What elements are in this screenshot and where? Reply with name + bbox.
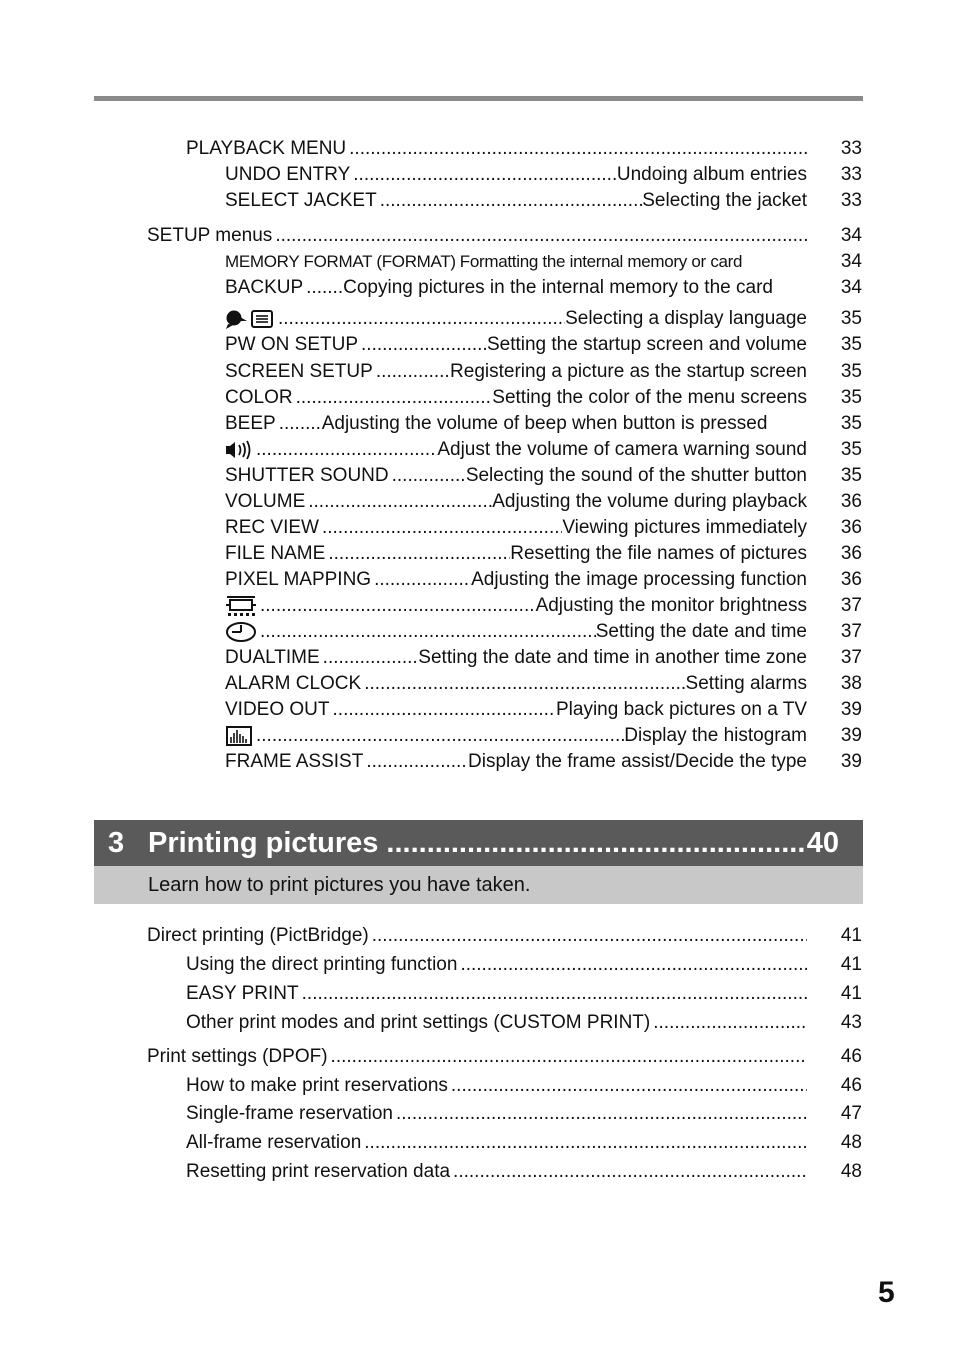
- leader-dots: [393, 1101, 807, 1127]
- toc-page: 37: [840, 595, 862, 616]
- leader-dots: [299, 981, 807, 1007]
- toc-entry-direct-printing[interactable]: [147, 923, 807, 949]
- toc-page: 36: [840, 491, 862, 512]
- language-icon: [225, 306, 275, 332]
- toc-entry-frame-assist[interactable]: [225, 749, 807, 775]
- toc-page: 36: [840, 569, 862, 590]
- toc-label: DUALTIME: [225, 647, 320, 668]
- toc-desc: Selecting the jacket: [642, 190, 807, 211]
- toc-entry-screen-setup[interactable]: [225, 359, 807, 385]
- toc-label: BEEP: [225, 413, 276, 434]
- speaker-icon: [225, 437, 253, 463]
- toc-desc: Setting the startup screen and volume: [486, 334, 807, 355]
- toc-label: SCREEN SETUP: [225, 361, 373, 382]
- toc-label: REC VIEW: [225, 517, 319, 538]
- toc-page: 47: [840, 1103, 862, 1124]
- leader-dots: [319, 515, 562, 541]
- toc-entry-print-settings[interactable]: [147, 1044, 807, 1070]
- toc-label: Print settings (DPOF): [147, 1046, 328, 1067]
- toc-page: 35: [840, 465, 862, 486]
- toc-label: SETUP menus: [147, 225, 273, 246]
- toc-entry-monitor-brightness[interactable]: [225, 593, 807, 619]
- toc-label: PW ON SETUP: [225, 334, 359, 355]
- toc-desc: Setting the date and time: [595, 621, 807, 642]
- toc-page: 33: [840, 164, 862, 185]
- toc-entry-undo-entry[interactable]: [225, 162, 807, 188]
- leader-dots: [378, 820, 806, 866]
- toc-entry-alarm-clock[interactable]: [225, 671, 807, 697]
- toc-label: PIXEL MAPPING: [225, 569, 372, 590]
- toc-entry-volume[interactable]: [225, 489, 807, 515]
- toc-desc: Adjusting the volume during playback: [492, 491, 807, 512]
- toc-entry-easy-print[interactable]: [186, 981, 807, 1007]
- leader-dots: [253, 437, 437, 463]
- toc-entry-language[interactable]: [225, 306, 807, 332]
- leader-dots: [303, 275, 343, 301]
- toc-page: 39: [840, 725, 862, 746]
- toc-page: 39: [840, 751, 862, 772]
- toc-desc: Adjust the volume of camera warning sound: [437, 439, 807, 460]
- leader-dots: [350, 162, 617, 188]
- toc-desc: Display the frame assist/Decide the type: [468, 751, 807, 772]
- toc-page: 36: [840, 517, 862, 538]
- toc-entry-dualtime[interactable]: [225, 645, 807, 671]
- toc-page: 35: [840, 439, 862, 460]
- toc-label: FILE NAME: [225, 543, 326, 564]
- toc-page: 41: [840, 983, 862, 1004]
- leader-dots: [305, 489, 492, 515]
- leader-dots: [358, 332, 487, 358]
- toc-label: VIDEO OUT: [225, 699, 330, 720]
- toc-desc: Playing back pictures on a TV: [555, 699, 807, 720]
- toc-label: ALARM CLOCK: [225, 673, 362, 694]
- top-rule: [94, 96, 863, 101]
- toc-entry-memory-format[interactable]: [225, 249, 807, 275]
- toc-page: 35: [840, 308, 862, 329]
- toc-page: 48: [840, 1132, 862, 1153]
- toc-label: Resetting print reservation data: [186, 1161, 451, 1182]
- toc-entry-playback-menu[interactable]: [186, 136, 807, 162]
- toc-page: 43: [840, 1012, 862, 1033]
- leader-dots: [275, 306, 565, 332]
- toc-desc: Adjusting the monitor brightness: [535, 595, 807, 616]
- toc-label: SHUTTER SOUND: [225, 465, 389, 486]
- leader-dots: [320, 645, 419, 671]
- toc-desc: Selecting a display language: [565, 308, 807, 329]
- monitor-brightness-icon: [225, 593, 257, 619]
- leader-dots: [330, 697, 556, 723]
- toc-label: How to make print reservations: [186, 1075, 448, 1096]
- leader-dots: [369, 923, 807, 949]
- toc-label: VOLUME: [225, 491, 306, 512]
- toc-label: Other print modes and print settings (CUSTOM PRINT): [186, 1012, 651, 1033]
- leader-dots: [457, 952, 807, 978]
- toc-desc: Copying pictures in the internal memory to the card: [343, 277, 773, 298]
- toc-entry-single-frame[interactable]: [186, 1101, 807, 1127]
- toc-label: Direct printing (PictBridge): [147, 925, 369, 946]
- toc-page: 35: [840, 361, 862, 382]
- histogram-icon: [225, 723, 253, 749]
- toc-entry-color[interactable]: [225, 385, 807, 411]
- toc-page: 41: [840, 954, 862, 975]
- toc-entry-file-name[interactable]: [225, 541, 807, 567]
- toc-label: BACKUP: [225, 277, 304, 298]
- clock-icon: [225, 619, 257, 645]
- toc-page: 36: [840, 543, 862, 564]
- toc-entry-other-modes[interactable]: [186, 1010, 807, 1036]
- leader-dots: [253, 723, 624, 749]
- toc-entry-backup[interactable]: [225, 275, 807, 301]
- toc-entry-pixel-mapping[interactable]: [225, 567, 807, 593]
- toc-entry-beep[interactable]: [225, 411, 807, 437]
- toc-entry-resetting[interactable]: [186, 1159, 807, 1185]
- leader-dots: [650, 1010, 807, 1036]
- toc-entry-how-to-reserve[interactable]: [186, 1073, 807, 1099]
- toc-entry-date-time[interactable]: [225, 619, 807, 645]
- toc-entry-all-frame[interactable]: [186, 1130, 807, 1156]
- toc-page: 48: [840, 1161, 862, 1182]
- leader-dots: [450, 1159, 807, 1185]
- toc-page: 46: [840, 1046, 862, 1067]
- toc-label: COLOR: [225, 387, 293, 408]
- toc-label: UNDO ENTRY: [225, 164, 351, 185]
- toc-desc: Resetting the file names of pictures: [510, 543, 807, 564]
- leader-dots: [257, 619, 596, 645]
- toc-page: 35: [840, 413, 862, 434]
- toc-entry-pw-on-setup[interactable]: [225, 332, 807, 358]
- toc-entry-setup-menus[interactable]: [147, 223, 807, 249]
- leader-dots: [389, 463, 466, 489]
- toc-entry-select-jacket[interactable]: [225, 188, 807, 214]
- toc-desc: Display the histogram: [624, 725, 807, 746]
- leader-dots: [276, 411, 322, 437]
- toc-desc: Adjusting the image processing function: [471, 569, 807, 590]
- toc-desc: Viewing pictures immediately: [562, 517, 807, 538]
- leader-dots: [448, 1073, 807, 1099]
- leader-dots: [361, 671, 685, 697]
- toc-page: 33: [840, 138, 862, 159]
- toc-page: 34: [840, 225, 862, 246]
- toc-desc: Selecting the sound of the shutter button: [465, 465, 807, 486]
- toc-entry-video-out[interactable]: [225, 697, 807, 723]
- leader-dots: [325, 541, 510, 567]
- toc-page: 39: [840, 699, 862, 720]
- toc-desc: Setting the color of the menu screens: [492, 387, 807, 408]
- chapter-subtitle-bar: [94, 866, 863, 904]
- toc-page: 34: [840, 251, 862, 272]
- leader-dots: [272, 223, 807, 249]
- toc-label: Single-frame reservation: [186, 1103, 393, 1124]
- leader-dots: [363, 749, 468, 775]
- leader-dots: [328, 1044, 807, 1070]
- toc-desc: Adjusting the volume of beep when button is pressed: [321, 413, 768, 434]
- toc-page: 37: [840, 621, 862, 642]
- toc-label: FRAME ASSIST: [225, 751, 364, 772]
- toc-entry-histogram[interactable]: [225, 723, 807, 749]
- toc-page: 34: [840, 277, 862, 298]
- toc-page: 35: [840, 387, 862, 408]
- leader-dots: [377, 188, 643, 214]
- toc-label: All-frame reservation: [186, 1132, 362, 1153]
- leader-dots: [293, 385, 493, 411]
- toc-label: Using the direct printing function: [186, 954, 458, 975]
- leader-dots: [373, 359, 450, 385]
- toc-label: MEMORY FORMAT (FORMAT): [225, 252, 456, 271]
- toc-desc: Formatting the internal memory or card: [459, 252, 743, 271]
- leader-dots: [361, 1130, 807, 1156]
- toc-desc: Registering a picture as the startup screen: [450, 361, 807, 382]
- leader-dots: [346, 136, 807, 162]
- leader-dots: [371, 567, 471, 593]
- toc-label: PLAYBACK MENU: [186, 138, 347, 159]
- leader-dots: [257, 593, 536, 619]
- chapter-title: Printing pictures: [148, 827, 379, 859]
- page-number: 5: [878, 1276, 895, 1309]
- toc-desc: Setting the date and time in another time zone: [418, 647, 807, 668]
- toc-page: 46: [840, 1075, 862, 1096]
- chapter-subtitle: Learn how to print pictures you have taken.: [148, 874, 531, 896]
- toc-label: EASY PRINT: [186, 983, 299, 1004]
- toc-entry-using-direct[interactable]: [186, 952, 807, 978]
- toc-page: 37: [840, 647, 862, 668]
- toc-page: 35: [840, 334, 862, 355]
- toc-entry-rec-view[interactable]: [225, 515, 807, 541]
- toc-desc: Undoing album entries: [616, 164, 807, 185]
- toc-page: 41: [840, 925, 862, 946]
- chapter-page: 40: [806, 827, 839, 859]
- toc-desc: Setting alarms: [685, 673, 807, 694]
- chapter-number: 3: [108, 827, 125, 859]
- toc-page: 33: [840, 190, 862, 211]
- toc-entry-warning-sound[interactable]: [225, 437, 807, 463]
- chapter-heading[interactable]: [94, 820, 863, 866]
- toc-label: SELECT JACKET: [225, 190, 377, 211]
- toc-entry-shutter-sound[interactable]: [225, 463, 807, 489]
- toc-page: 38: [840, 673, 862, 694]
